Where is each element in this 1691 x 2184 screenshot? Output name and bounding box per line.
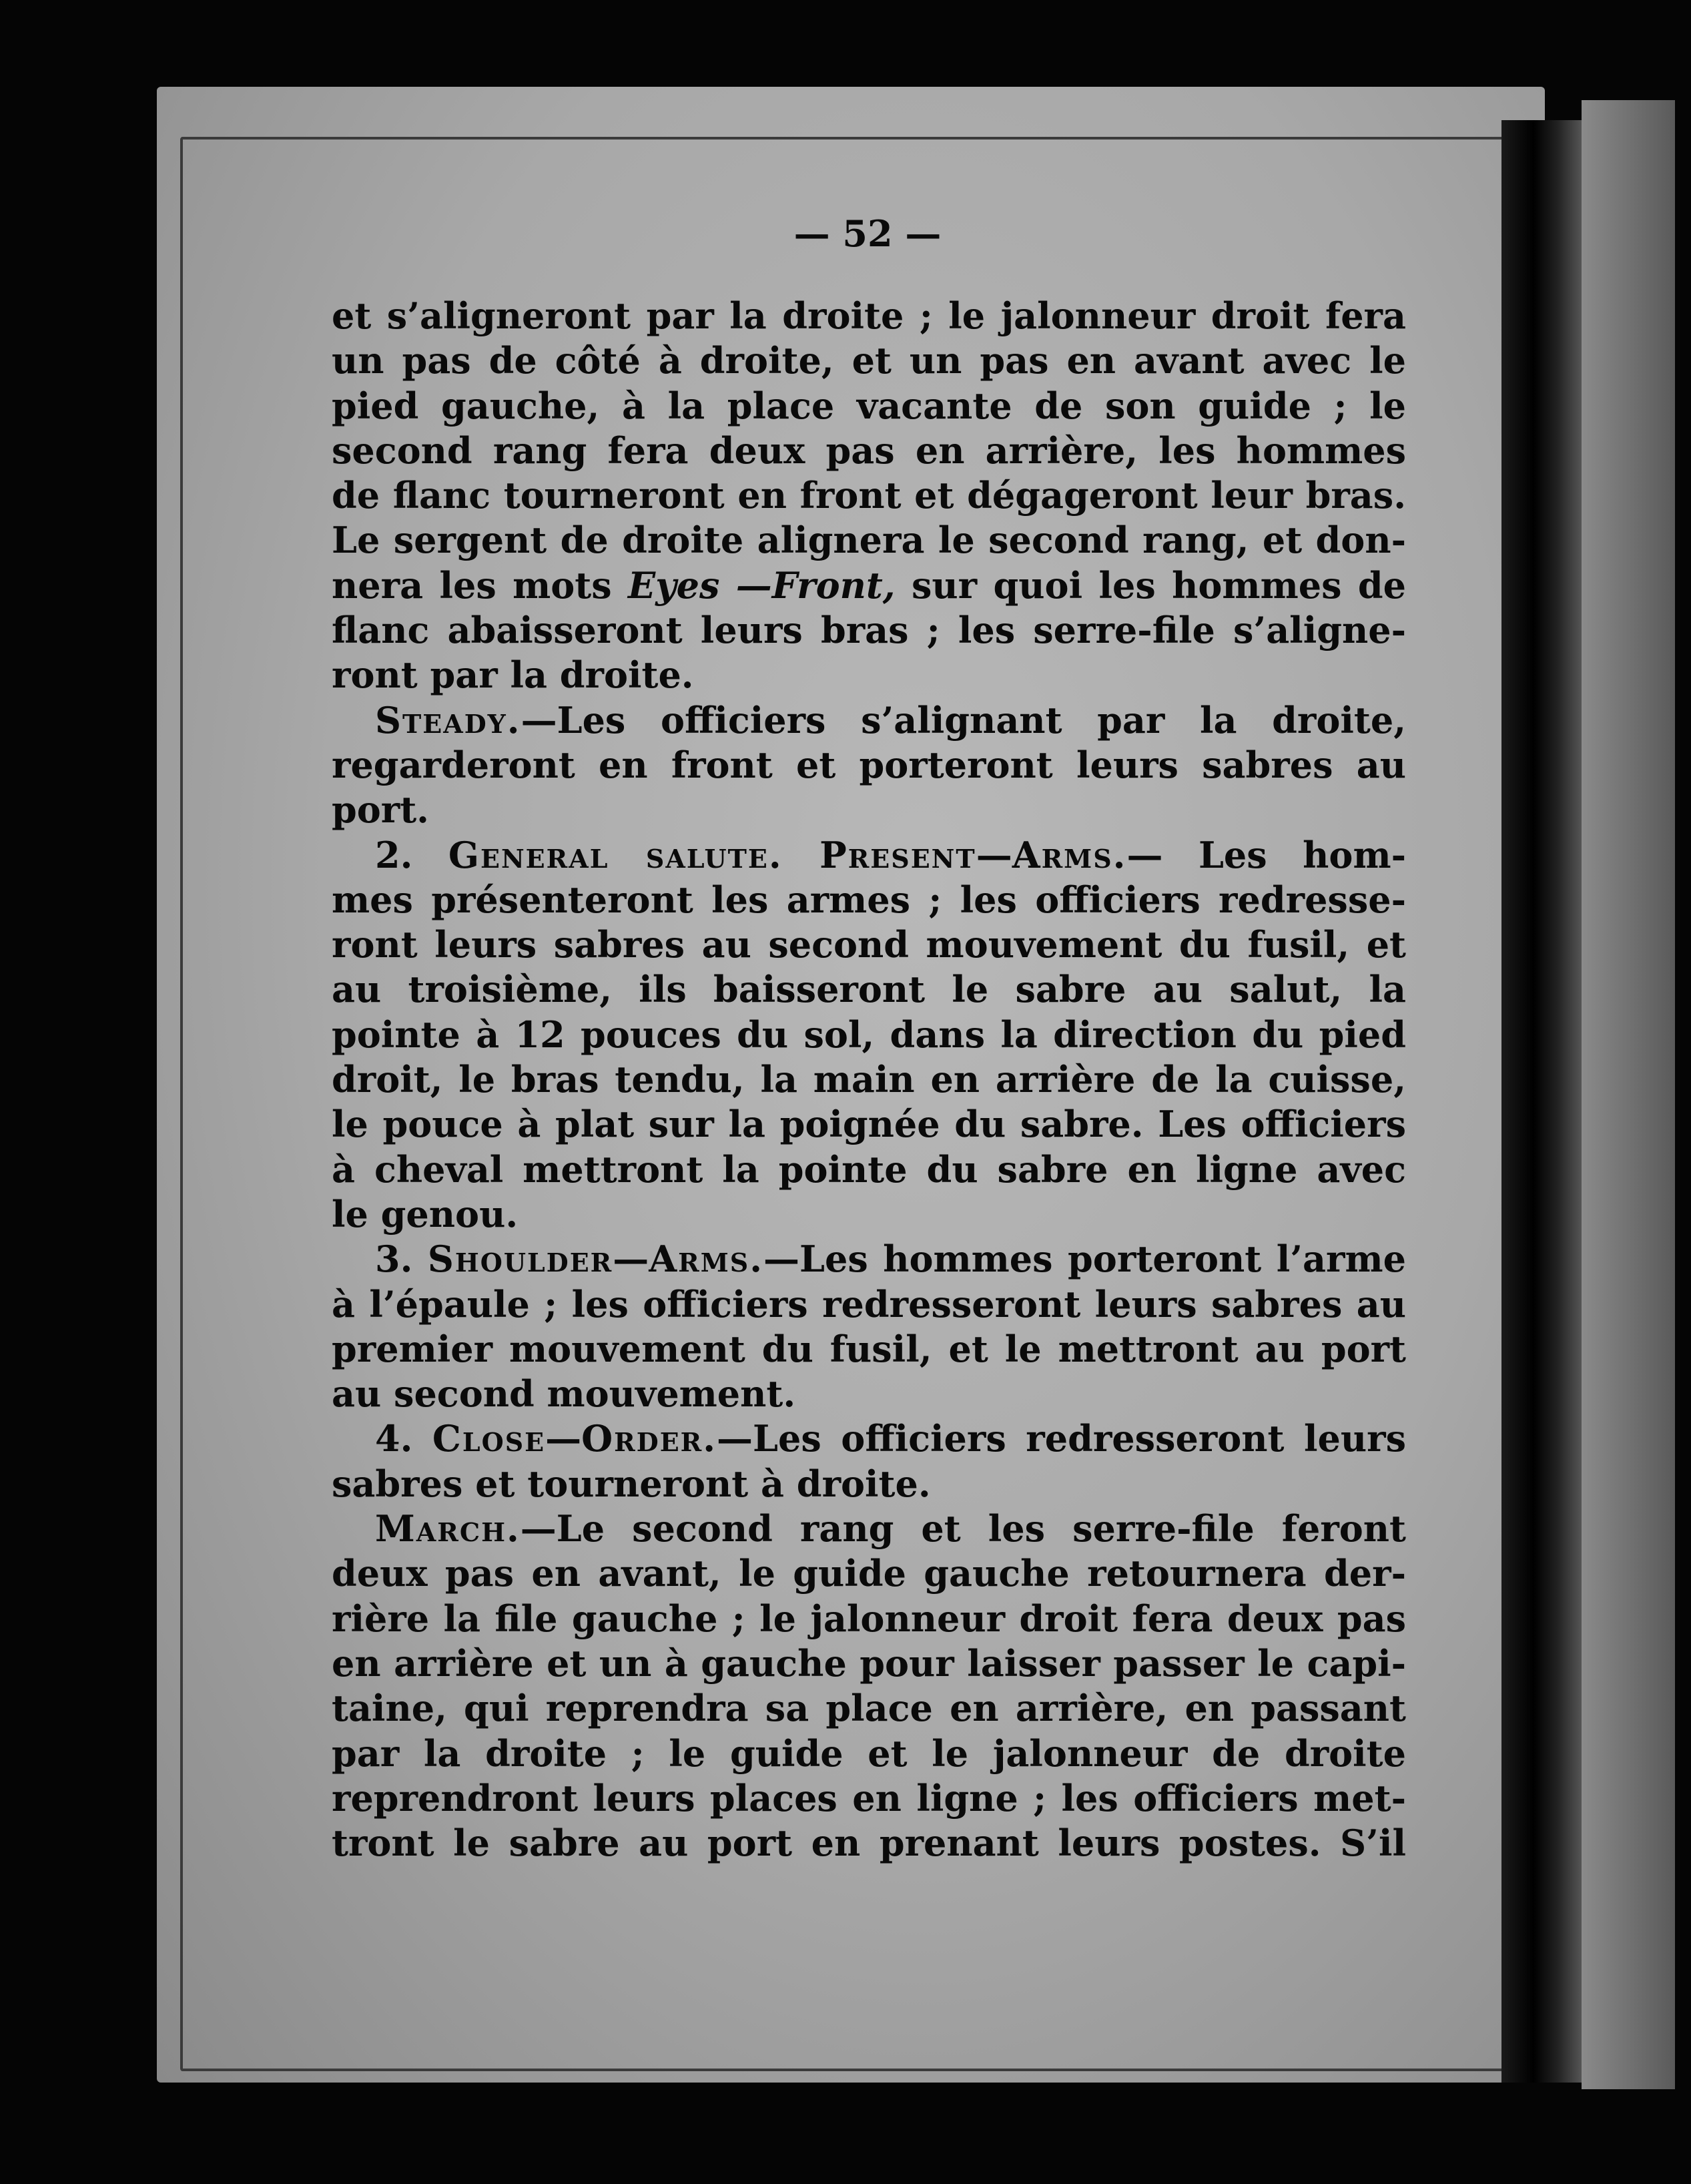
text-line: ront par la droite. [332, 653, 694, 697]
text-line: flanc abaisseront leurs bras ; les serre-file s’aligne- [332, 609, 1406, 652]
text-line: le genou. [332, 1192, 519, 1236]
text-line: pied gauche, à la place vacante de son guide ; le [332, 384, 1406, 427]
text-segment: nera les mots [332, 563, 629, 607]
text-segment: —Les officiers s’alignant par la droite, [521, 698, 1406, 742]
text-line: et s’aligneront par la droite ; le jalonneur droit fera [332, 294, 1406, 337]
text-line: deux pas en avant, le guide gauche retournera der- [332, 1552, 1406, 1595]
command-word: March. [375, 1507, 521, 1551]
text-line: pointe à 12 pouces du sol, dans la direction du pied [332, 1013, 1406, 1056]
body-text [332, 294, 1406, 1866]
command-word: Shoulder [427, 1238, 613, 1281]
command-word: Arms. [649, 1238, 764, 1281]
text-segment: — [976, 833, 1012, 876]
text-line: rière la file gauche ; le jalonneur droit fera deux pas [332, 1597, 1406, 1640]
text-line: reprendront leurs places en ligne ; les officiers met- [332, 1776, 1406, 1820]
text-line: un pas de côté à droite, et un pas en avant avec le [332, 339, 1406, 382]
text-line: mes présenteront les armes ; les officiers redresse- [332, 878, 1406, 921]
text-line: Le sergent de droite alignera le second rang, et don- [332, 519, 1406, 562]
text-line: le pouce à plat sur la poignée du sabre. Les officiers [332, 1103, 1406, 1146]
text-line [332, 833, 1406, 878]
text-segment: —Les officiers redresseront leurs [717, 1417, 1406, 1460]
text-line: de flanc tourneront en front et dégageront leur bras. [332, 474, 1406, 517]
text-line: sabres et tourneront à droite. [332, 1462, 931, 1505]
text-line: droit, le bras tendu, la main en arrière de la cuisse, [332, 1058, 1406, 1101]
text-segment: — [545, 1417, 582, 1460]
command-word: Arms. [1012, 833, 1127, 876]
italic-command: Eyes —Front, [628, 563, 896, 607]
text-line: premier mouvement du fusil, et le mettront au port [332, 1327, 1406, 1370]
text-line: par la droite ; le guide et le jalonneur de droite [332, 1731, 1406, 1775]
command-word: General salute. Present [448, 833, 976, 876]
text-line: taine, qui reprendra sa place en arrière, en passant [332, 1687, 1406, 1730]
text-line [332, 1416, 1406, 1461]
text-line: en arrière et un à gauche pour laisser passer le capi- [332, 1641, 1406, 1685]
text-segment: —Les hommes porteront l’arme [763, 1238, 1406, 1281]
command-word: Order. [581, 1417, 717, 1460]
item-number: 2. [375, 833, 448, 876]
text-line: regarderont en front et porteront leurs sabres au [332, 743, 1406, 786]
text-line: ront leurs sabres au second mouvement du fusil, et [332, 923, 1406, 967]
text-line: au second mouvement. [332, 1372, 796, 1416]
item-number: 3. [375, 1238, 428, 1281]
text-segment: — [613, 1238, 649, 1281]
item-number: 4. [375, 1417, 432, 1460]
text-line: tront le sabre au port en prenant leurs postes. S’il [332, 1822, 1406, 1865]
text-segment: —Le second rang et les serre-file feront [520, 1507, 1406, 1551]
adjacent-page-strip [1582, 100, 1675, 2089]
torn-edge [1501, 120, 1582, 2083]
command-word: Steady. [375, 698, 521, 742]
text-line: à cheval mettront la pointe du sabre en ligne avec [332, 1147, 1406, 1191]
command-word: Close [432, 1417, 546, 1460]
text-line: second rang fera deux pas en arrière, les hommes [332, 429, 1406, 472]
page-number: — 52 — [793, 212, 942, 255]
text-line [332, 1237, 1406, 1282]
text-line [332, 563, 1406, 608]
text-line [332, 698, 1406, 743]
text-segment: sur quoi les hommes de [895, 563, 1406, 607]
text-line [332, 1507, 1406, 1551]
text-line: port. [332, 788, 429, 832]
text-line: au troisième, ils baisseront le sabre au salut, la [332, 968, 1406, 1011]
text-segment: — Les hom- [1126, 833, 1406, 876]
text-line: à l’épaule ; les officiers redresseront leurs sabres au [332, 1282, 1406, 1326]
